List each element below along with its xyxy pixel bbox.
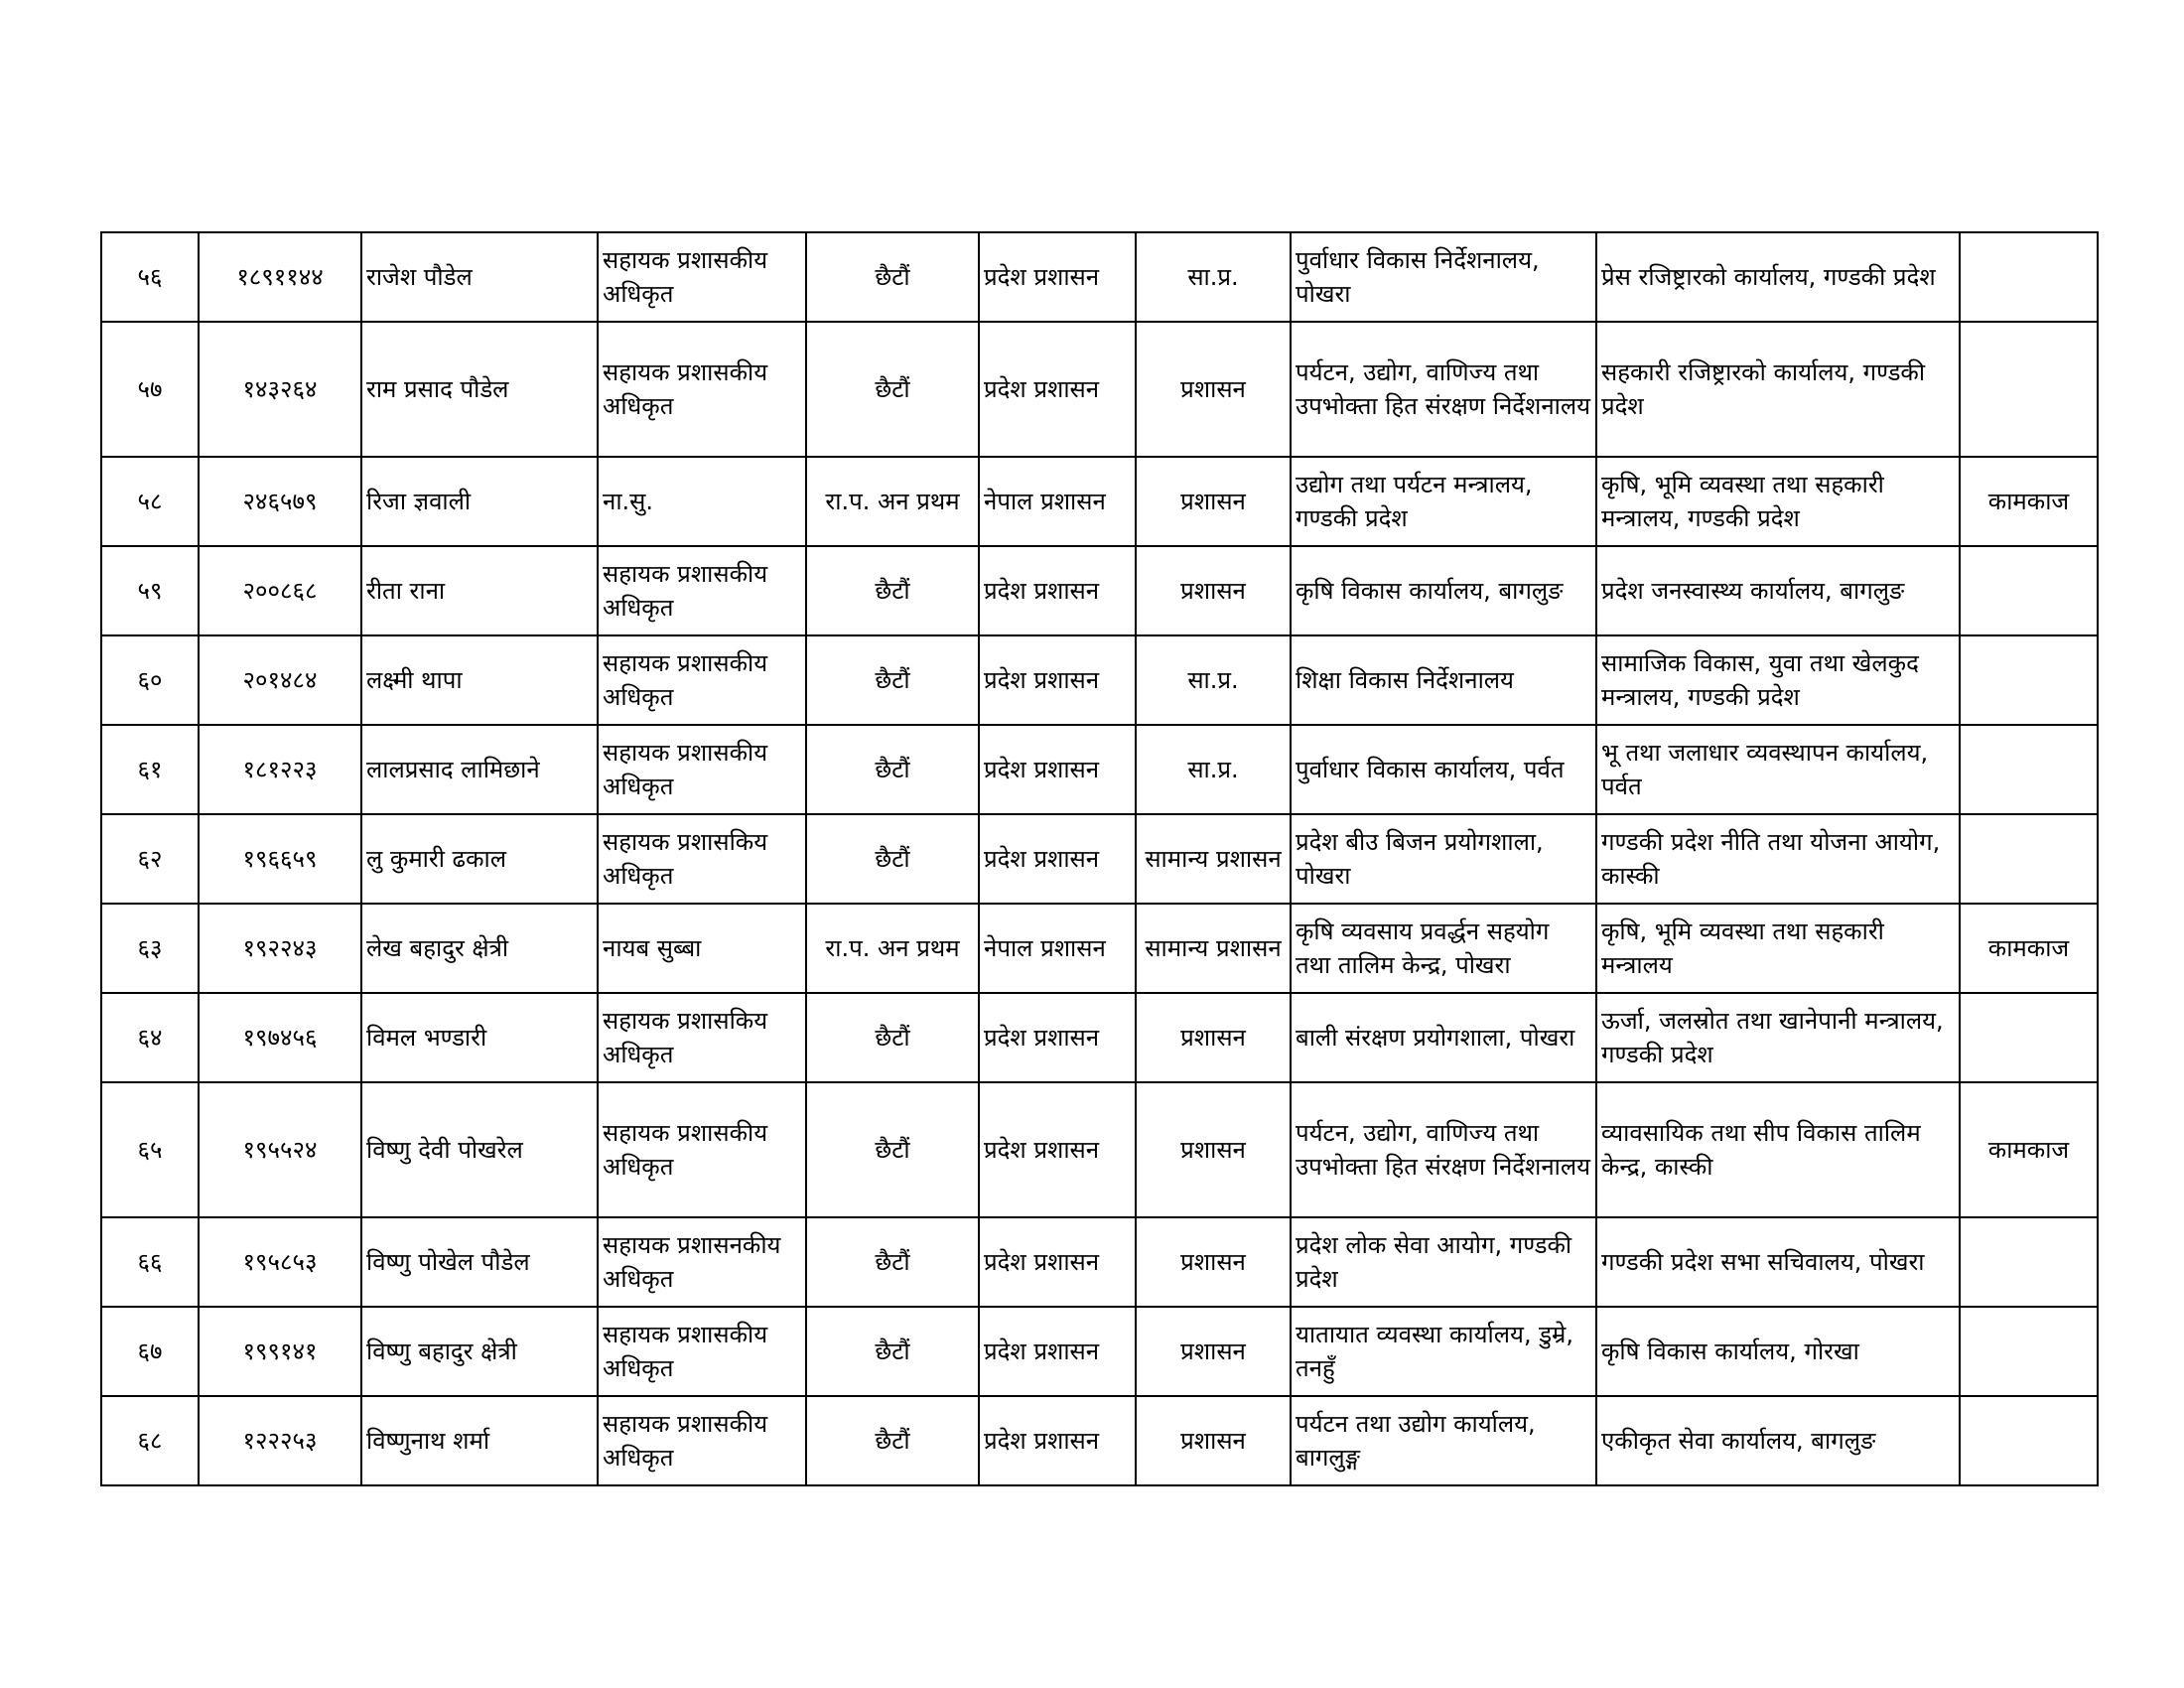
table-row [101, 725, 2098, 814]
service-cell: प्रदेश प्रशासन [979, 322, 1136, 457]
remarks-cell: कामकाज [1960, 457, 2098, 546]
group-cell: प्रशासन [1136, 1396, 1291, 1485]
name-cell: विष्णु बहादुर क्षेत्री [361, 1307, 598, 1396]
post-cell: सहायक प्रशासकीय अधिकृत [598, 322, 806, 457]
post-cell: सहायक प्रशासकीय अधिकृत [598, 1396, 806, 1485]
to-office-cell: प्रदेश जनस्वास्थ्य कार्यालय, बागलुङ [1596, 546, 1960, 635]
to-office-cell: भू तथा जलाधार व्यवस्थापन कार्यालय, पर्वत [1596, 725, 1960, 814]
level-cell: छैटौं [806, 1396, 979, 1485]
name-cell: रीता राना [361, 546, 598, 635]
level-cell: छैटौं [806, 635, 979, 725]
serial-number-cell: ६८ [101, 1396, 199, 1485]
remarks-cell [1960, 1396, 2098, 1485]
post-cell: सहायक प्रशासकीय अधिकृत [598, 546, 806, 635]
to-office-cell: गण्डकी प्रदेश सभा सचिवालय, पोखरा [1596, 1217, 1960, 1307]
group-cell: सामान्य प्रशासन [1136, 904, 1291, 993]
service-cell: प्रदेश प्रशासन [979, 993, 1136, 1082]
employee-id-cell: १९९१४१ [199, 1307, 361, 1396]
serial-number-cell: ५८ [101, 457, 199, 546]
service-cell: प्रदेश प्रशासन [979, 1082, 1136, 1217]
group-cell: सा.प्र. [1136, 725, 1291, 814]
name-cell: राम प्रसाद पौडेल [361, 322, 598, 457]
serial-number-cell: ६३ [101, 904, 199, 993]
service-cell: प्रदेश प्रशासन [979, 814, 1136, 904]
from-office-cell: कृषि व्यवसाय प्रवर्द्धन सहयोग तथा तालिम केन्द्र, पोखरा [1291, 904, 1596, 993]
post-cell: सहायक प्रशासकीय अधिकृत [598, 635, 806, 725]
remarks-cell [1960, 1217, 2098, 1307]
to-office-cell: कृषि, भूमि व्यवस्था तथा सहकारी मन्त्रालय [1596, 904, 1960, 993]
name-cell: लेख बहादुर क्षेत्री [361, 904, 598, 993]
table-row [101, 635, 2098, 725]
to-office-cell: कृषि, भूमि व्यवस्था तथा सहकारी मन्त्रालय, गण्डकी प्रदेश [1596, 457, 1960, 546]
remarks-cell [1960, 232, 2098, 322]
name-cell: विष्णु देवी पोखरेल [361, 1082, 598, 1217]
remarks-cell [1960, 635, 2098, 725]
serial-number-cell: ६० [101, 635, 199, 725]
level-cell: छैटौं [806, 1307, 979, 1396]
post-cell: नायब सुब्बा [598, 904, 806, 993]
to-office-cell: गण्डकी प्रदेश नीति तथा योजना आयोग, कास्की [1596, 814, 1960, 904]
service-cell: प्रदेश प्रशासन [979, 546, 1136, 635]
group-cell: प्रशासन [1136, 1217, 1291, 1307]
name-cell: लक्ष्मी थापा [361, 635, 598, 725]
employee-id-cell: १२२२५३ [199, 1396, 361, 1485]
serial-number-cell: ६६ [101, 1217, 199, 1307]
post-cell: सहायक प्रशासकिय अधिकृत [598, 814, 806, 904]
remarks-cell [1960, 993, 2098, 1082]
level-cell: छैटौं [806, 725, 979, 814]
from-office-cell: प्रदेश लोक सेवा आयोग, गण्डकी प्रदेश [1291, 1217, 1596, 1307]
serial-number-cell: ६५ [101, 1082, 199, 1217]
group-cell: प्रशासन [1136, 322, 1291, 457]
post-cell: सहायक प्रशासकीय अधिकृत [598, 1307, 806, 1396]
to-office-cell: कृषि विकास कार्यालय, गोरखा [1596, 1307, 1960, 1396]
level-cell: छैटौं [806, 993, 979, 1082]
serial-number-cell: ६२ [101, 814, 199, 904]
remarks-cell [1960, 1307, 2098, 1396]
to-office-cell: प्रेस रजिष्ट्रारको कार्यालय, गण्डकी प्रदेश [1596, 232, 1960, 322]
table-row [101, 1307, 2098, 1396]
post-cell: सहायक प्रशासकिय अधिकृत [598, 993, 806, 1082]
to-office-cell: एकीकृत सेवा कार्यालय, बागलुङ [1596, 1396, 1960, 1485]
serial-number-cell: ५९ [101, 546, 199, 635]
from-office-cell: कृषि विकास कार्यालय, बागलुङ [1291, 546, 1596, 635]
serial-number-cell: ६७ [101, 1307, 199, 1396]
employee-id-cell: २४६५७९ [199, 457, 361, 546]
from-office-cell: बाली संरक्षण प्रयोगशाला, पोखरा [1291, 993, 1596, 1082]
level-cell: छैटौं [806, 546, 979, 635]
level-cell: छैटौं [806, 1082, 979, 1217]
level-cell: रा.प. अन प्रथम [806, 457, 979, 546]
name-cell: रिजा ज्ञवाली [361, 457, 598, 546]
table-row [101, 457, 2098, 546]
service-cell: प्रदेश प्रशासन [979, 1217, 1136, 1307]
post-cell: सहायक प्रशासकीय अधिकृत [598, 232, 806, 322]
table-row [101, 993, 2098, 1082]
table-row [101, 546, 2098, 635]
name-cell: लु कुमारी ढकाल [361, 814, 598, 904]
serial-number-cell: ५७ [101, 322, 199, 457]
employee-id-cell: १८१२२३ [199, 725, 361, 814]
to-office-cell: व्यावसायिक तथा सीप विकास तालिम केन्द्र, कास्की [1596, 1082, 1960, 1217]
to-office-cell: ऊर्जा, जलस्रोत तथा खानेपानी मन्त्रालय, गण्डकी प्रदेश [1596, 993, 1960, 1082]
service-cell: प्रदेश प्रशासन [979, 725, 1136, 814]
level-cell: छैटौं [806, 232, 979, 322]
employee-id-cell: १८९११४४ [199, 232, 361, 322]
group-cell: प्रशासन [1136, 457, 1291, 546]
group-cell: प्रशासन [1136, 1307, 1291, 1396]
remarks-cell [1960, 814, 2098, 904]
employee-id-cell: १९५८५३ [199, 1217, 361, 1307]
transfer-table [100, 231, 2099, 1486]
post-cell: सहायक प्रशासकीय अधिकृत [598, 725, 806, 814]
to-office-cell: सहकारी रजिष्ट्रारको कार्यालय, गण्डकी प्रदेश [1596, 322, 1960, 457]
from-office-cell: पर्यटन, उद्योग, वाणिज्य तथा उपभोक्ता हित संरक्षण निर्देशनालय [1291, 1082, 1596, 1217]
from-office-cell: पुर्वाधार विकास कार्यालय, पर्वत [1291, 725, 1596, 814]
to-office-cell: सामाजिक विकास, युवा तथा खेलकुद मन्त्रालय, गण्डकी प्रदेश [1596, 635, 1960, 725]
table-row [101, 904, 2098, 993]
serial-number-cell: ६४ [101, 993, 199, 1082]
post-cell: ना.सु. [598, 457, 806, 546]
serial-number-cell: ६१ [101, 725, 199, 814]
post-cell: सहायक प्रशासनकीय अधिकृत [598, 1217, 806, 1307]
remarks-cell [1960, 725, 2098, 814]
table-row [101, 1217, 2098, 1307]
from-office-cell: पुर्वाधार विकास निर्देशनालय, पोखरा [1291, 232, 1596, 322]
employee-id-cell: २००८६८ [199, 546, 361, 635]
employee-id-cell: १९६६५९ [199, 814, 361, 904]
level-cell: छैटौं [806, 1217, 979, 1307]
name-cell: विष्णुनाथ शर्मा [361, 1396, 598, 1485]
employee-id-cell: १९२२४३ [199, 904, 361, 993]
name-cell: लालप्रसाद लामिछाने [361, 725, 598, 814]
level-cell: छैटौं [806, 322, 979, 457]
post-cell: सहायक प्रशासकीय अधिकृत [598, 1082, 806, 1217]
table-row [101, 232, 2098, 322]
employee-id-cell: १४३२६४ [199, 322, 361, 457]
group-cell: प्रशासन [1136, 546, 1291, 635]
service-cell: प्रदेश प्रशासन [979, 232, 1136, 322]
remarks-cell: कामकाज [1960, 904, 2098, 993]
remarks-cell [1960, 546, 2098, 635]
from-office-cell: पर्यटन तथा उद्योग कार्यालय, बागलुङ्ग [1291, 1396, 1596, 1485]
employee-id-cell: २०१४८४ [199, 635, 361, 725]
table-row [101, 1082, 2098, 1217]
group-cell: प्रशासन [1136, 993, 1291, 1082]
name-cell: राजेश पौडेल [361, 232, 598, 322]
name-cell: विमल भण्डारी [361, 993, 598, 1082]
service-cell: प्रदेश प्रशासन [979, 1396, 1136, 1485]
group-cell: प्रशासन [1136, 1082, 1291, 1217]
table-body [101, 232, 2098, 1485]
from-office-cell: पर्यटन, उद्योग, वाणिज्य तथा उपभोक्ता हित संरक्षण निर्देशनालय [1291, 322, 1596, 457]
serial-number-cell: ५६ [101, 232, 199, 322]
service-cell: प्रदेश प्रशासन [979, 1307, 1136, 1396]
group-cell: सा.प्र. [1136, 232, 1291, 322]
service-cell: प्रदेश प्रशासन [979, 635, 1136, 725]
from-office-cell: प्रदेश बीउ बिजन प्रयोगशाला, पोखरा [1291, 814, 1596, 904]
name-cell: विष्णु पोखेल पौडेल [361, 1217, 598, 1307]
group-cell: सा.प्र. [1136, 635, 1291, 725]
level-cell: छैटौं [806, 814, 979, 904]
group-cell: सामान्य प्रशासन [1136, 814, 1291, 904]
table-row [101, 814, 2098, 904]
from-office-cell: शिक्षा विकास निर्देशनालय [1291, 635, 1596, 725]
remarks-cell: कामकाज [1960, 1082, 2098, 1217]
remarks-cell [1960, 322, 2098, 457]
employee-id-cell: १९५५२४ [199, 1082, 361, 1217]
employee-id-cell: १९७४५६ [199, 993, 361, 1082]
service-cell: नेपाल प्रशासन [979, 457, 1136, 546]
table-row [101, 1396, 2098, 1485]
from-office-cell: उद्योग तथा पर्यटन मन्त्रालय, गण्डकी प्रदेश [1291, 457, 1596, 546]
level-cell: रा.प. अन प्रथम [806, 904, 979, 993]
table-row [101, 322, 2098, 457]
service-cell: नेपाल प्रशासन [979, 904, 1136, 993]
from-office-cell: यातायात व्यवस्था कार्यालय, डुम्रे, तनहुँ [1291, 1307, 1596, 1396]
